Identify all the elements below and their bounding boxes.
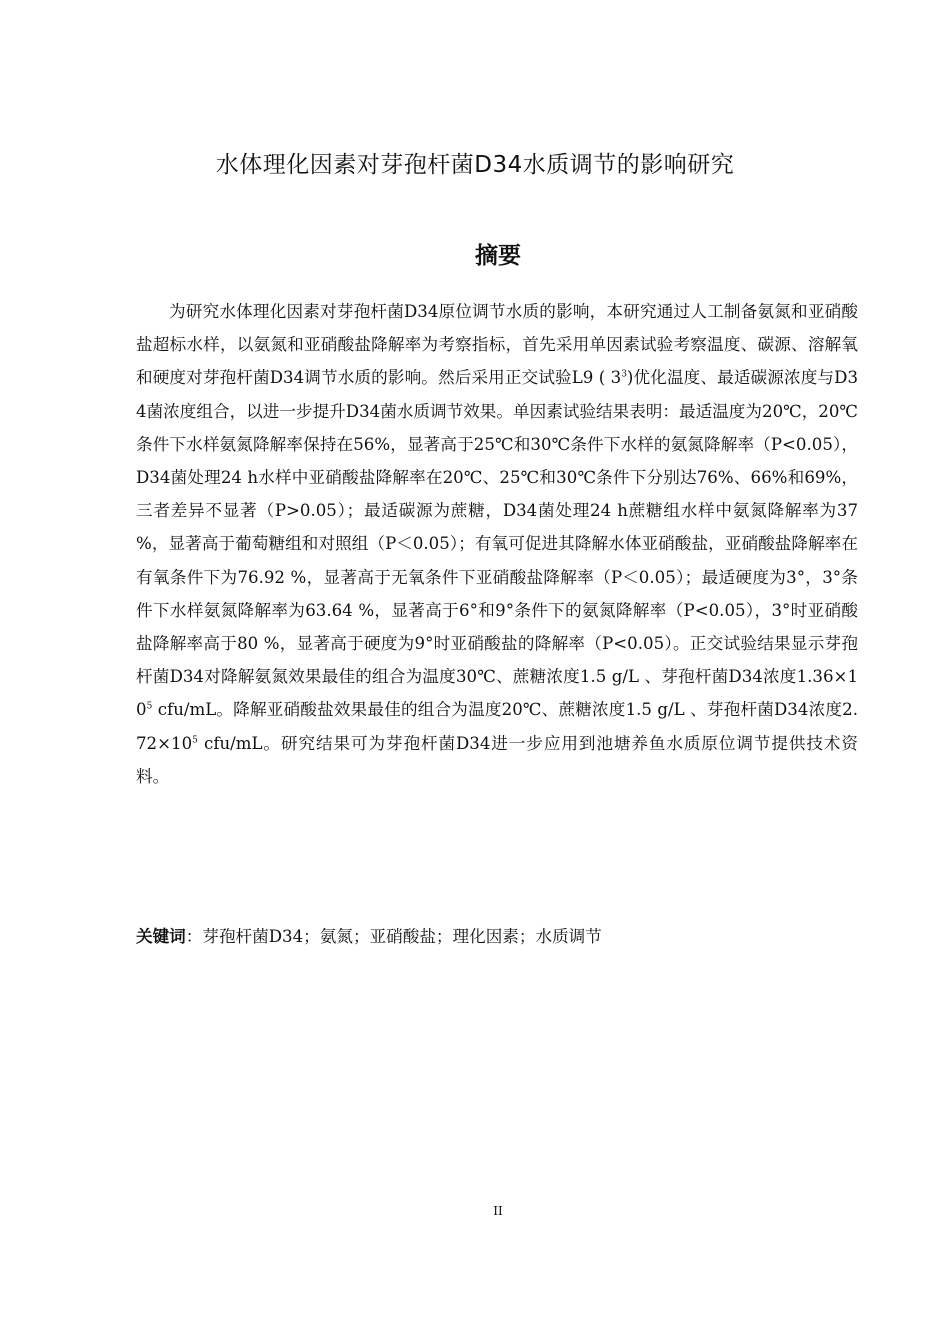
- abstract-text-3: cfu/mL。降解亚硝酸盐效果最佳的组合为温度20℃、蔗糖浓度1.5 g/L 、芽孢杆菌D34浓度2.72×10: [136, 700, 858, 753]
- page-number: II: [493, 1204, 503, 1218]
- keywords-line: [136, 920, 858, 953]
- abstract-text-1: 为研究水体理化因素对芽孢杆菌D34原位调节水质的影响，本研究通过人工制备氨氮和亚硝酸盐超标水样，以氨氮和亚硝酸盐降解率为考察指标，首先采用单因素试验考察温度、碳源、溶解氧和硬度对芽孢杆菌D34调节水质的影响。然后采用正交试验L9 ( 3: [136, 302, 858, 388]
- keywords-label: 关键词: [136, 927, 186, 946]
- keywords-list: ：芽孢杆菌D34；氨氮；亚硝酸盐；理化因素；水质调节: [185, 927, 602, 946]
- abstract-text-4: cfu/mL。研究结果可为芽孢杆菌D34进一步应用到池塘养鱼水质原位调节提供技术资料。: [136, 733, 858, 786]
- abstract-paragraph: [136, 295, 858, 793]
- abstract-text-2: )优化温度、最适碳源浓度与D34菌浓度组合，以进一步提升D34菌水质调节效果。单因素试验结果表明：最适温度为20℃，20℃条件下水样氨氮降解率保持在56%，显著高于25℃和30℃条件下水样的氨氮降解率（P<0.05），D34菌处理24 h水样中亚硝酸盐降解率在20℃、25℃和30℃条件下分别达76%、66%和69%，三者差异不显著（P>0.05）；最适碳源为蔗糖，D34菌处理24 h蔗糖组水样中氨氮降解率为37 %，显著高于葡萄糖组和对照组（P＜0.05）；有氧可促进其降解水体亚硝酸盐，亚硝酸盐降解率在有氧条件下为76.92 %，显著高于无氧条件下亚硝酸盐降解率（P＜0.05）；最适硬度为3°，3°条件下水样氨氮降解率为63.64 %，显著高于6°和9°条件下的氨氮降解率（P<0.05），3°时亚硝酸盐降解率高于80 %，显著高于硬度为9°时亚硝酸盐的降解率（P<0.05）。正交试验结果显示芽孢杆菌D34对降解氨氮效果最佳的组合为温度30℃、蔗糖浓度1.5 g/L 、芽孢杆菌D34浓度1.36×10: [136, 368, 858, 720]
- abstract-superscript-1: 3: [621, 369, 627, 380]
- abstract-heading: 摘要: [475, 243, 521, 269]
- paper-title: 水体理化因素对芽孢杆菌D34水质调节的影响研究: [215, 152, 735, 178]
- abstract-superscript-3: 5: [192, 735, 198, 746]
- abstract-superscript-2: 5: [146, 701, 153, 712]
